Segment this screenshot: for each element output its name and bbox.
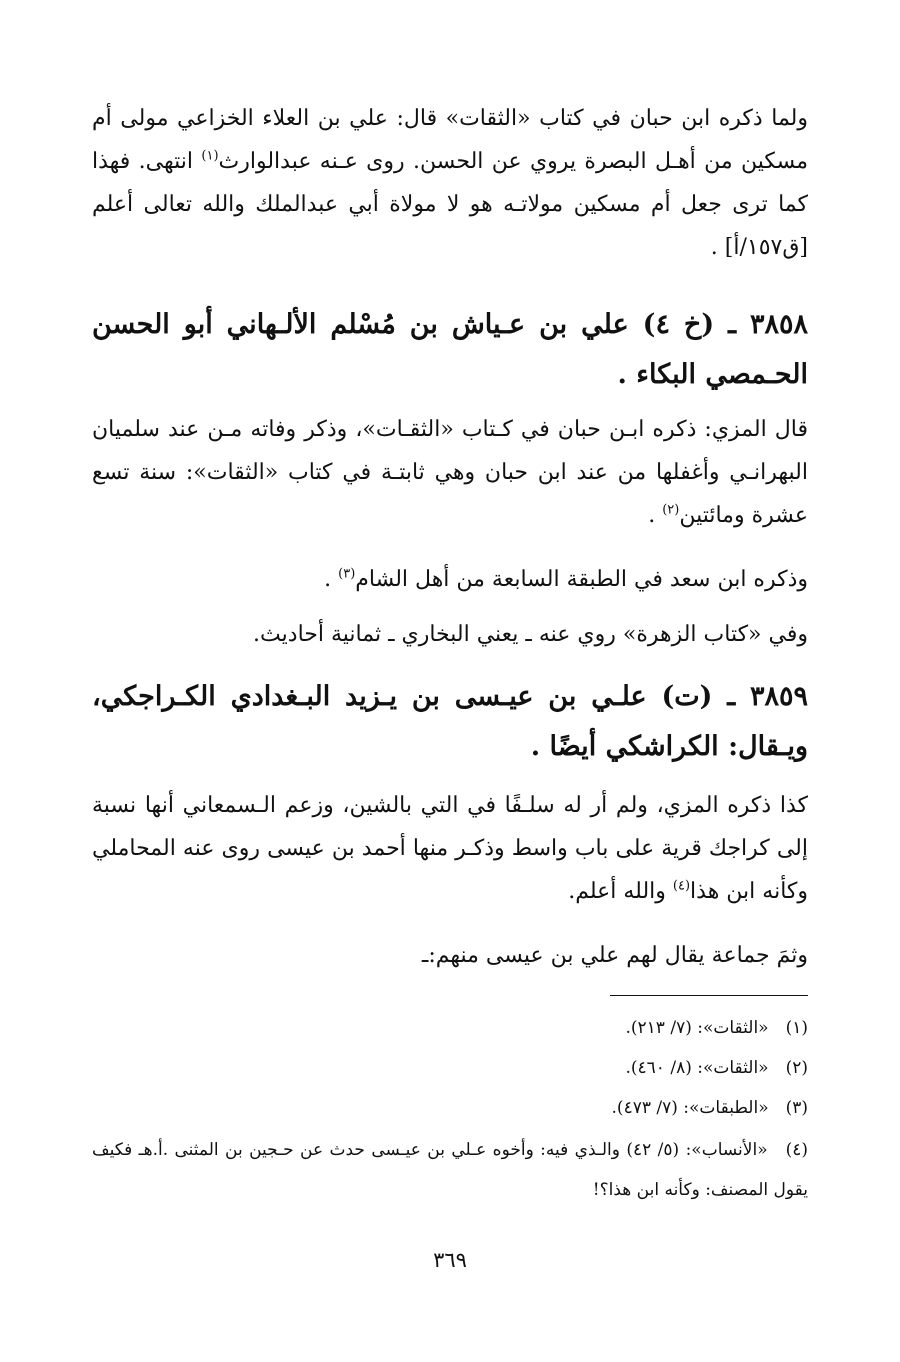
- paragraph-text: وذكره ابن سعد في الطبقة السابعة من أهل الشام: [355, 567, 808, 592]
- footnote-number: (٢): [785, 1058, 808, 1078]
- footnote-separator: [610, 995, 808, 996]
- footnote-ref: (٣): [338, 566, 356, 582]
- paragraph-text: ولما ذكره ابن حبان في كتاب «الثقات» قال: علي بن العلاء الخزاعي مولى أم مسكين من أهـل البصرة يروي عن الحسن. روى عـنه عبدالوارث: [92, 106, 808, 174]
- footnote-1: [92, 1008, 808, 1048]
- paragraph-group: وثمَ جماعة يقال لهم علي بن عيسى منهم:ـ: [421, 943, 808, 968]
- footnote-text: «الطبقات»: (٧/ ٤٧٣).: [611, 1098, 769, 1118]
- paragraph-ibn-saad: [92, 558, 808, 601]
- footnote-text: «الأنساب»: (٥/ ٤٢) والـذي فيه: وأخوه عـلي بن عيـسى حدث عن حـجين بن المثنى .أ.هـ فكيف يقول المصنف: وكأنه ابن هذا؟!: [92, 1140, 808, 1200]
- footnote-ref: (٤): [672, 878, 691, 894]
- footnote-number: (٤): [785, 1140, 808, 1160]
- paragraph-text: والله أعلم.: [568, 879, 673, 904]
- entry-heading-3859: ٣٨٥٩ ـ (ت) علـي بن عيـسى بن يـزيد البـغدادي الكـراجكي، ويـقال: الكراشكي أيضًا .: [92, 681, 808, 762]
- paragraph-zahra: وفي «كتاب الزهرة» روي عنه ـ يعني البخاري ـ ثمانية أحاديث.: [253, 622, 808, 647]
- entry-heading-3858: ٣٨٥٨ ـ (خ ٤) علي بن عـياش بن مُسْلم الألـهاني أبو الحسن الحـمصي البكاء .: [92, 309, 808, 390]
- footnote-ref: (٢): [662, 502, 680, 518]
- page-number: ٣٦٩: [433, 1248, 467, 1272]
- paragraph-mizzi: [92, 408, 808, 537]
- footnote-ref: (١): [201, 148, 219, 164]
- footnote-2: [92, 1048, 808, 1088]
- footnote-number: (١): [785, 1018, 808, 1038]
- footnote-3: [92, 1088, 808, 1128]
- paragraph-intro: [92, 97, 808, 269]
- footnote-text: «الثقات»: (٧/ ٢١٣).: [625, 1018, 769, 1038]
- footnote-number: (٣): [785, 1098, 808, 1118]
- footnote-4: [92, 1130, 808, 1210]
- paragraph-text: .: [648, 503, 663, 528]
- paragraph-text: .: [324, 567, 339, 592]
- paragraph-text: قال المزي: ذكره ابـن حبان في كـتاب «الثقـات»، وذكر وفاته مـن عند سلميان البهرانـي وأغفلها من عند ابن حبان وهي ثابتـة في كتاب «الثقات»: سنة تسع عشرة ومائتين: [92, 417, 808, 528]
- footnote-text: «الثقات»: (٨/ ٤٦٠).: [625, 1058, 769, 1078]
- paragraph-karajki: [92, 784, 808, 913]
- paragraph-text: انتهى. فهذا كما ترى جعل أم مسكين مولاتـه هو لا مولاة أبي عبدالملك والله تعالى أعلم [ق١٥٧/أ] .: [92, 149, 808, 260]
- paragraph-text: كذا ذكره المزي، ولم أر له سلـفًا في التي بالشين، وزعم الـسمعاني أنها نسبة إلى كراجك قرية على باب واسط وذكـر منها أحمد بن عيسى روى عنه المحاملي وكأنه ابن هذا: [92, 793, 808, 904]
